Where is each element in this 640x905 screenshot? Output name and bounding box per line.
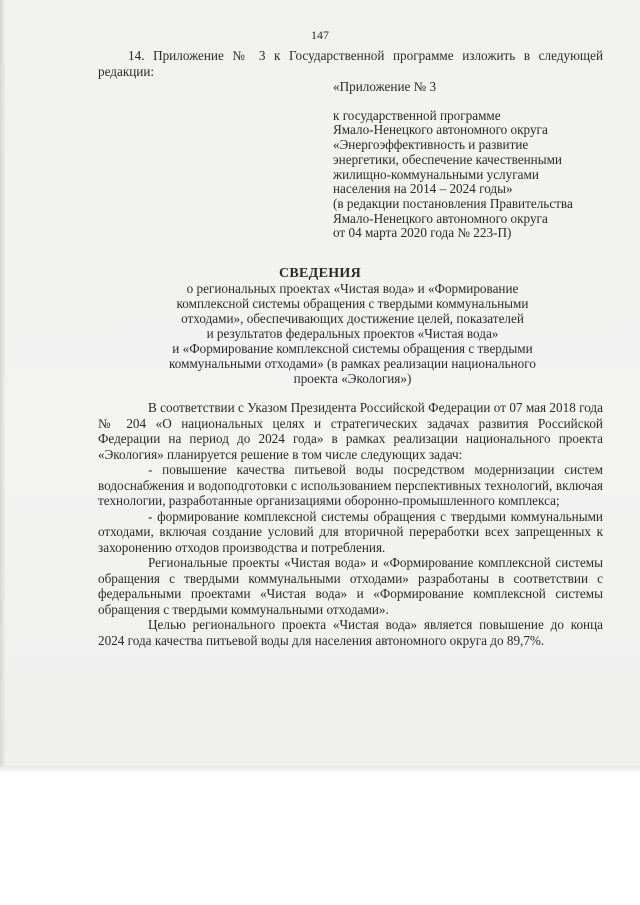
document-body <box>98 400 603 648</box>
task-item-waste: - формирование комплексной системы обращения с твердыми коммунальными отходами, включая создание условий для вторичной переработки всех запрещенных к захоронению отходов производства и потребления. <box>98 508 603 555</box>
subtitle-line: и «Формирование комплексной системы обращения с твердыми <box>172 341 533 356</box>
scan-edge-shadow <box>0 0 6 772</box>
appendix-line: Ямало-Ненецкого автономного округа <box>333 210 548 226</box>
appendix-spacer <box>333 95 623 109</box>
appendix-line: (в редакции постановления Правительства <box>333 195 573 211</box>
subtitle-line: комплексной системы обращения с твердыми коммунальными <box>176 296 529 311</box>
subtitle-line: коммунальными отходами» (в рамках реализации национального <box>169 356 536 371</box>
section-title: СВЕДЕНИЯ <box>278 266 362 281</box>
subtitle-line: отходами», обеспечивающих достижение целей, показателей <box>181 311 524 326</box>
subtitle-line: о региональных проектах «Чистая вода» и «Формирование <box>186 281 519 296</box>
body-paragraph: В соответствии с Указом Президента Российской Федерации от 07 мая 2018 года № 204 «О национальных целях и стратегических задачах развития Российской Федерации на период до 2024 года» в рамках реализации национального проекта «Экология» планируется решение в том числе следующих задач: <box>98 400 603 462</box>
appendix-line: к государственной программе <box>333 107 501 123</box>
subtitle-line: проекта «Экология») <box>293 371 412 386</box>
subtitle-line: и результатов федеральных проектов «Чистая вода» <box>206 326 499 341</box>
appendix-line: жилищно-коммунальными услугами <box>333 166 539 182</box>
page-bottom-blank <box>0 772 640 905</box>
page-number: 147 <box>311 28 329 42</box>
appendix-line: «Энергоэффективность и развитие <box>333 137 529 153</box>
appendix-line: от 04 марта 2020 года № 223-П) <box>333 225 512 241</box>
body-paragraph: Региональные проекты «Чистая вода» и «Формирование комплексной системы обращения с твердыми коммунальными отходами» разработаны в соответствии с федеральными проектами «Чистая вода» и «Формирование комплексной системы обращения с твердыми коммунальными отходами». <box>98 555 603 617</box>
amendment-intro: 14. Приложение № 3 к Государственной программе изложить в следующей редакции: <box>98 48 603 79</box>
appendix-line: населения на 2014 – 2024 годы» <box>333 181 513 197</box>
section-subtitle <box>100 281 605 386</box>
body-paragraph: Целью регионального проекта «Чистая вода» является повышение до конца 2024 года качества питьевой воды для населения автономного округа до 89,7%. <box>98 617 603 648</box>
appendix-line: Ямало-Ненецкого автономного округа <box>333 122 548 138</box>
appendix-header <box>333 80 623 241</box>
appendix-title: «Приложение № 3 <box>333 79 437 94</box>
task-item-water: - повышение качества питьевой воды посредством модернизации систем водоснабжения и водоподготовки с использованием перспективных технологий, включая технологии, разработанные организациями оборонно-промышленного комплекса; <box>98 462 603 508</box>
appendix-line: энергетики, обеспечение качественными <box>333 151 562 167</box>
